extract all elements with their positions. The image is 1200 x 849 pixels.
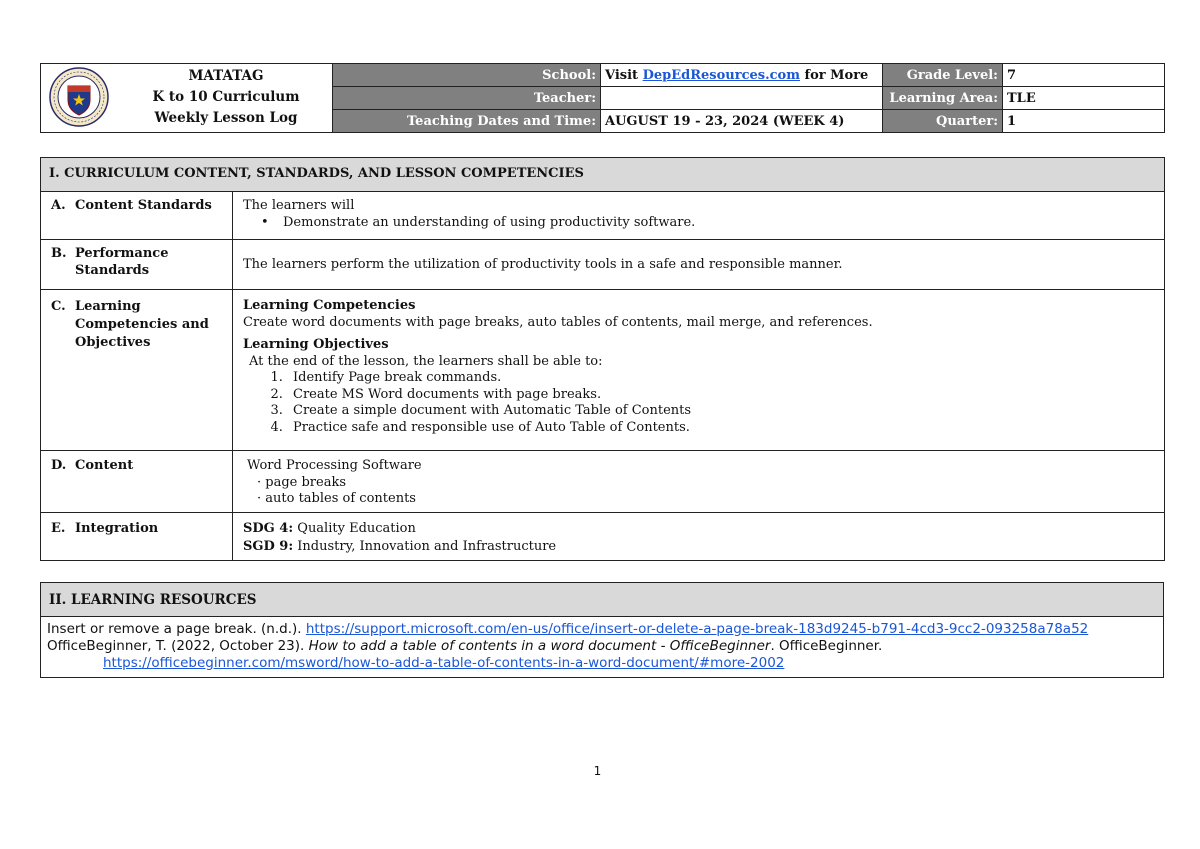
- header-table: [40, 63, 1165, 133]
- objectives-intro: At the end of the lesson, the learners shall be able to:: [249, 353, 603, 369]
- content-label: [41, 451, 233, 513]
- sdg-text: Industry, Innovation and Infrastructure: [297, 539, 557, 554]
- school-suffix: for More: [804, 67, 869, 83]
- reference-title: How to add a table of contents in a word document - OfficeBeginner: [308, 638, 771, 654]
- teaching-dates-label: Teaching Dates and Time:: [333, 110, 601, 133]
- sdg-text: Quality Education: [297, 521, 416, 536]
- grade-level-label: Grade Level:: [883, 64, 1003, 87]
- row-letter: A.: [51, 198, 66, 213]
- reference-link[interactable]: https://support.microsoft.com/en-us/office/insert-or-delete-a-page-break-183d9245-b791-4cd3-9cc2-093258a78a52: [305, 621, 1089, 637]
- content-cell: [233, 451, 1165, 513]
- learning-area-label: Learning Area:: [883, 87, 1003, 110]
- header-titles: [131, 66, 321, 129]
- learning-area-value: TLE: [1003, 87, 1165, 110]
- section-2-heading: II. LEARNING RESOURCES: [41, 583, 1164, 617]
- sdg-code: SGD 9:: [243, 539, 294, 554]
- row-label-text: Learning Competencies and Objectives: [75, 299, 209, 350]
- performance-standards-cell: [233, 240, 1165, 290]
- objectives-list: [243, 370, 1154, 436]
- content-standards-cell: [233, 192, 1165, 240]
- competencies-text: Create word documents with page breaks, auto tables of contents, mail merge, and references.: [243, 314, 873, 330]
- objective-item: 2. Create MS Word documents with page breaks.: [287, 387, 1154, 404]
- learning-resources-table: [40, 582, 1164, 678]
- reference-text: Insert or remove a page break. (n.d.).: [47, 621, 302, 637]
- row-label-text: Integration: [75, 521, 159, 536]
- reference-text: OfficeBeginner, T. (2022, October 23).: [47, 638, 305, 654]
- row-label-text: Content: [75, 458, 134, 473]
- learning-resources-cell: [41, 617, 1164, 678]
- reference-publisher: . OfficeBeginner.: [770, 638, 883, 654]
- school-value: [601, 64, 883, 87]
- objectives-heading: Learning Objectives: [243, 337, 389, 352]
- page-number: 1: [593, 764, 602, 778]
- quarter-value: 1: [1003, 110, 1165, 133]
- quarter-label: Quarter:: [883, 110, 1003, 133]
- deped-seal-icon: [49, 66, 109, 128]
- performance-standards-label: [41, 240, 233, 290]
- sdg-code: SDG 4:: [243, 521, 294, 536]
- objective-item: 4. Practice safe and responsible use of Auto Table of Contents.: [287, 420, 1154, 437]
- integration-cell: [233, 513, 1165, 561]
- content-item: · auto tables of contents: [257, 491, 416, 506]
- competencies-cell: [233, 290, 1165, 451]
- school-link[interactable]: DepEdResources.com: [642, 67, 800, 83]
- performance-standards-text: The learners perform the utilization of productivity tools in a safe and responsible manner.: [243, 257, 843, 273]
- reference-1: [47, 621, 1157, 638]
- row-label-text: Content Standards: [75, 198, 212, 213]
- content-standards-intro: The learners will: [243, 198, 355, 213]
- integration-line-1: [243, 520, 1154, 538]
- doc-type-title: Weekly Lesson Log: [154, 110, 298, 126]
- row-letter: E.: [51, 521, 66, 536]
- teacher-label: Teacher:: [333, 87, 601, 110]
- content-title: Word Processing Software: [247, 458, 422, 473]
- row-letter: D.: [51, 458, 67, 473]
- competencies-label: [41, 290, 233, 451]
- reference-link[interactable]: https://officebeginner.com/msword/how-to-add-a-table-of-contents-in-a-word-document/#more-2002: [103, 655, 785, 671]
- integration-label: [41, 513, 233, 561]
- teacher-value: [601, 87, 883, 110]
- objective-item: 1. Identify Page break commands.: [287, 370, 1154, 387]
- section-1-heading: I. CURRICULUM CONTENT, STANDARDS, AND LESSON COMPETENCIES: [41, 158, 1165, 192]
- content-standards-bullet: • Demonstrate an understanding of using productivity software.: [243, 215, 1154, 232]
- integration-line-2: [243, 538, 1154, 556]
- school-label: School:: [333, 64, 601, 87]
- objective-item: 3. Create a simple document with Automatic Table of Contents: [287, 403, 1154, 420]
- grade-level-value: 7: [1003, 64, 1165, 87]
- row-letter: C.: [51, 299, 66, 314]
- header-logo-cell: [41, 64, 333, 133]
- content-standards-label: [41, 192, 233, 240]
- curriculum-title: K to 10 Curriculum: [152, 89, 300, 105]
- row-letter: B.: [51, 246, 67, 261]
- content-item: · page breaks: [257, 474, 347, 490]
- row-label-text: Performance Standards: [75, 246, 169, 278]
- teaching-dates-value: AUGUST 19 - 23, 2024 (WEEK 4): [601, 110, 883, 133]
- curriculum-section-table: [40, 157, 1165, 561]
- program-title: MATATAG: [188, 68, 264, 84]
- competencies-heading: Learning Competencies: [243, 298, 416, 313]
- reference-2: [47, 638, 1157, 672]
- school-prefix: Visit: [605, 67, 639, 83]
